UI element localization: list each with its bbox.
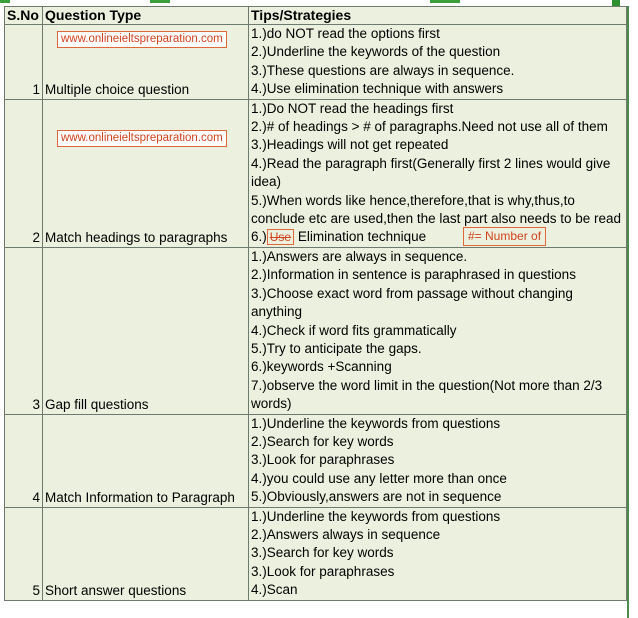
sno-cell[interactable]: 3: [5, 247, 43, 414]
tips-cell[interactable]: [249, 99, 627, 247]
question-type-cell[interactable]: [43, 507, 249, 600]
question-type-label: Match headings to paragraphs: [45, 229, 228, 245]
tip-line-6: [251, 228, 624, 246]
question-type-label: Match Information to Paragraph: [45, 489, 235, 505]
top-strip-mark: [0, 0, 10, 3]
annotation-note: #= Number of: [463, 227, 546, 246]
question-type-label: Gap fill questions: [45, 396, 149, 412]
sno-cell[interactable]: 1: [5, 25, 43, 100]
table-row: [5, 247, 627, 414]
struck-text: Use: [269, 230, 292, 245]
sno-cell[interactable]: 2: [5, 99, 43, 247]
tips-cell[interactable]: [249, 414, 627, 507]
tip-line: 2.)Answers always in sequence: [251, 526, 441, 542]
question-type-label: Short answer questions: [45, 582, 187, 598]
tip-line: 2.)Underline the keywords of the question: [251, 44, 501, 60]
tip-line: 3.)Headings will not get repeated: [251, 137, 449, 153]
header-row: [5, 7, 627, 25]
top-strip-mark: [430, 0, 460, 3]
table-row: [5, 507, 627, 600]
tip-line: 3.)Search for key words: [251, 545, 394, 561]
tip-line: 3.)Look for paraphrases: [251, 563, 395, 579]
tip-line: 4.)you could use any letter more than once: [251, 470, 507, 486]
header-sno[interactable]: S.No: [5, 7, 43, 25]
question-type-cell[interactable]: [43, 25, 249, 100]
tip-line: 4.)Use elimination technique with answers: [251, 81, 504, 97]
tip-line: 2.)Information in sentence is paraphrased in questions: [251, 267, 576, 283]
sheet-edge-line: [627, 6, 629, 618]
annotation-box: [267, 229, 294, 245]
watermark-label: www.onlineieltspreparation.com: [57, 31, 227, 48]
ielts-reading-tips-table: [4, 6, 627, 601]
tip-line: 3.)Look for paraphrases: [251, 452, 395, 468]
header-tips[interactable]: Tips/Strategies: [249, 7, 627, 25]
watermark-label: www.onlineieltspreparation.com: [57, 130, 227, 147]
tip-prefix: 6.): [251, 229, 267, 245]
question-type-label: Multiple choice question: [45, 81, 190, 97]
table-row: [5, 99, 627, 247]
tips-cell[interactable]: [249, 507, 627, 600]
sno-cell[interactable]: 5: [5, 507, 43, 600]
tip-line: 1.)Do NOT read the headings first: [251, 100, 454, 116]
table-row: [5, 25, 627, 100]
tip-line: 4.)Check if word fits grammatically: [251, 322, 457, 338]
tip-line: 5.)Try to anticipate the gaps.: [251, 340, 422, 356]
question-type-cell[interactable]: [43, 99, 249, 247]
tips-cell[interactable]: [249, 247, 627, 414]
tip-line: 1.)Underline the keywords from questions: [251, 508, 501, 524]
question-type-cell[interactable]: [43, 247, 249, 414]
tip-line: 5.)When words like hence,therefore,that is why,thus,to conclude etc are used,then the last part also needs to be read: [251, 192, 621, 227]
tip-line: 4.)Read the paragraph first(Generally first 2 lines would give idea): [251, 155, 611, 190]
tip-line: 2.)Search for key words: [251, 433, 394, 449]
tip-line: 1.)do NOT read the options first: [251, 26, 440, 41]
tip-line: 1.)Answers are always in sequence.: [251, 248, 468, 264]
tip-line: 4.)Scan: [251, 582, 298, 598]
tip-line: 7.)observe the word limit in the question(Not more than 2/3 words): [251, 377, 603, 412]
tip-line: 1.)Underline the keywords from questions: [251, 415, 501, 431]
top-strip-mark: [150, 0, 170, 3]
question-type-cell[interactable]: [43, 414, 249, 507]
tip-line: 3.)Choose exact word from passage without changing anything: [251, 285, 573, 320]
header-question-type[interactable]: Question Type: [43, 7, 249, 25]
tip-line: 2.)# of headings > # of paragraphs.Need not use all of them: [251, 119, 608, 135]
tip-line: 5.)Obviously,answers are not in sequence: [251, 489, 502, 505]
sno-cell[interactable]: 4: [5, 414, 43, 507]
tip-line: 6.)keywords +Scanning: [251, 359, 392, 375]
tip-rest: Elimination technique: [294, 229, 427, 245]
table-row: [5, 414, 627, 507]
tips-cell[interactable]: [249, 25, 627, 100]
tip-line: 3.)These questions are always in sequence.: [251, 62, 515, 78]
